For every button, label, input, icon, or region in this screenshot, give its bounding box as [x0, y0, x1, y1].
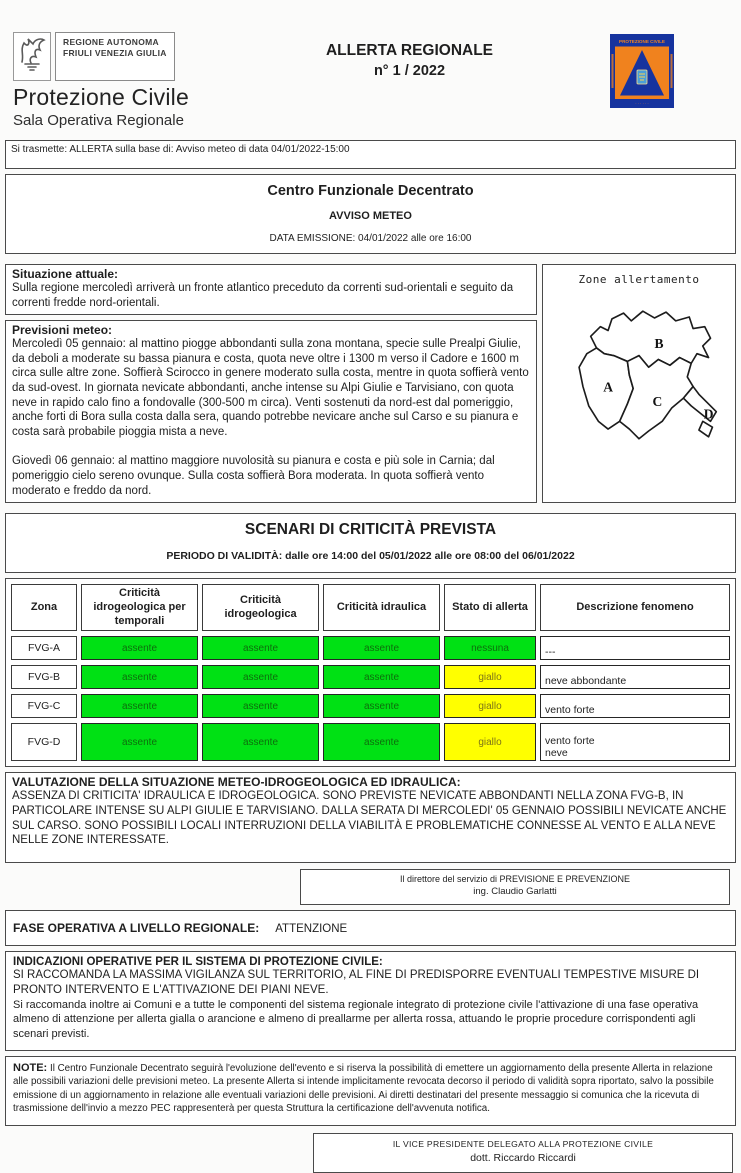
- criticita-cell: assente: [81, 665, 198, 689]
- table-row-fvg-d: [11, 723, 730, 761]
- firma-name: dott. Riccardo Riccardi: [470, 1152, 576, 1165]
- zona-cell: FVG-C: [11, 694, 77, 718]
- situazione-text: Sulla regione mercoledì arriverà un fronte atlantico preceduto da correnti sud-orientali e seguito da correnti fredde nord-orientali.: [12, 282, 514, 309]
- scenari-box: [5, 513, 736, 573]
- scenari-title: SCENARI DI CRITICITÀ PREVISTA: [244, 521, 497, 539]
- previsioni-box: [5, 320, 537, 503]
- situazione-box: [5, 264, 537, 315]
- periodo-validita: PERIODO DI VALIDITÀ: dalle ore 14:00 del 05/01/2022 alle ore 08:00 del 06/01/2022: [166, 550, 575, 563]
- previsioni-paragraph-2: Giovedì 06 gennaio: al mattino maggiore nuvolosità su pianura e costa e più sole in Carnia; dal pomeriggio cielo sereno ovunque. Sulla costa soffierà Bora moderata. In quota soffierà vento moderato e freddo da nord.: [12, 455, 495, 497]
- situazione-label: Situazione attuale:: [12, 267, 119, 281]
- column-header-criticita-idraulica: Criticità idraulica: [323, 584, 440, 631]
- fase-operativa-label: FASE OPERATIVA A LIVELLO REGIONALE:: [13, 920, 260, 935]
- table-row-fvg-b: [11, 665, 730, 689]
- zone-label-c: C: [652, 393, 663, 409]
- agency-logo-block: [13, 32, 209, 129]
- column-header-criticita-temporali: Criticità idrogeologica per temporali: [81, 584, 198, 631]
- stato-allerta-cell: nessuna: [444, 636, 536, 660]
- criticita-cell: assente: [323, 723, 440, 761]
- direttore-box: [300, 869, 730, 905]
- criticita-table: [7, 579, 734, 766]
- indicazioni-box: [5, 951, 736, 1051]
- column-header-descrizione: Descrizione fenomeno: [540, 584, 730, 631]
- valutazione-label: VALUTAZIONE DELLA SITUAZIONE METEO-IDROGEOLOGICA ED IDRAULICA:: [12, 775, 461, 790]
- centro-title: Centro Funzionale Decentrato: [267, 183, 474, 199]
- agency-title: Protezione Civile: [13, 84, 189, 110]
- alert-number: n° 1 / 2022: [373, 63, 446, 79]
- indicazioni-text-upper: SI RACCOMANDA LA MASSIMA VIGILANZA SUL TERRITORIO, AL FINE DI PREDISPORRE EVENTUALI TEMPESTIVE MISURE DI PRONTO INTERVENTO E L'ATTIVAZIONE DEI PIANI NEVE.: [13, 968, 700, 996]
- criticita-cell: assente: [202, 665, 319, 689]
- stato-allerta-cell: giallo: [444, 723, 536, 761]
- column-header-stato-allerta: Stato di allerta: [444, 584, 536, 631]
- zona-cell: FVG-D: [11, 723, 77, 761]
- table-row-fvg-c: [11, 694, 730, 718]
- stato-allerta-cell: giallo: [444, 694, 536, 718]
- zone-label-b: B: [654, 335, 664, 351]
- fase-operativa-value: ATTENZIONE: [275, 922, 348, 935]
- criticita-cell: assente: [323, 694, 440, 718]
- zone-allertamento-title: Zone allertamento: [578, 273, 700, 286]
- zone-label-d: D: [703, 406, 714, 422]
- data-emissione: DATA EMISSIONE: 04/01/2022 alle ore 16:00: [269, 233, 472, 244]
- firma-box: [313, 1133, 733, 1173]
- descrizione-cell: neve abbondante: [540, 665, 730, 689]
- region-name-box: [55, 32, 175, 81]
- svg-text:· · · · · ·: · · · · · ·: [635, 101, 649, 106]
- criticita-cell: assente: [81, 694, 198, 718]
- previsioni-paragraph-1: Mercoledì 05 gennaio: al mattino piogge abbondanti sulla zona montana, specie sulle Prealpi Giulie, da deboli a moderate su bassa pianura e costa, quota neve oltre i 1300 m verso il Cadore e 1600 m circa sulle altre zone. Soffierà Scirocco in genere moderato sulla costa, mentre in quota soffierà vento da sud-ovest. In giornata nevicate abbondanti, anche intense su Alpi Giulie e Tarvisiano, con quota neve in rapido calo fino a fondovalle (300-500 m circa). Venti sostenuti da nord-est dal pomeriggio, anche forti di Bora sulla costa dalla sera, quando potrebbe nevicare anche sul Carso e su pianura e costa sarà probabile pioggia mista a neve.: [12, 338, 529, 438]
- region-name-line1: REGIONE AUTONOMA: [63, 37, 159, 47]
- criticita-table-wrapper: [5, 578, 736, 767]
- note-text: Il Centro Funzionale Decentrato seguirà l'evoluzione dell'evento e si riserva la possibilità di emettere un aggiornamento della presente Allerta in relazione alle possibili variazioni delle previsioni meteo. La presente Allerta si intende implicitamente revocata decorso il periodo di validità sopra riportato, salvo la possibile emissione di un aggiornamento in relazione alle eventuali variazioni delle previsioni. Ai diretti destinatari del presente messaggio si comunica che la ricevuta di trasmissione dell'invio a mezzo PEC rappresenterà per questa Struttura la certificazione dell'avvenuta notifica.: [13, 1062, 714, 1115]
- centro-funzionale-box: [5, 174, 736, 254]
- protezione-civile-badge-icon: [610, 34, 674, 113]
- firma-role: IL VICE PRESIDENTE DELEGATO ALLA PROTEZIONE CIVILE: [392, 1139, 654, 1150]
- criticita-cell: assente: [81, 723, 198, 761]
- valutazione-box: [5, 772, 736, 862]
- zona-cell: FVG-A: [11, 636, 77, 660]
- transmission-box: [5, 140, 736, 169]
- indicazioni-text-lower: Si raccomanda inoltre ai Comuni e a tutte le componenti del sistema regionale integrato di protezione civile l'attivazione di una fase operativa almeno di attenzione per allerta gialla o arancione e almeno di preallarme per allerta rossa, attuando le proprie procedure corrispondenti agli scenari previsti.: [13, 998, 699, 1040]
- column-header-criticita-idrogeologica: Criticità idrogeologica: [202, 584, 319, 631]
- descrizione-cell: vento forte: [540, 694, 730, 718]
- criticita-cell: assente: [202, 694, 319, 718]
- criticita-cell: assente: [323, 665, 440, 689]
- direttore-name: ing. Claudio Garlatti: [473, 885, 557, 897]
- direttore-role: Il direttore del servizio di PREVISIONE E PREVENZIONE: [399, 873, 631, 884]
- valutazione-text: ASSENZA DI CRITICITA' IDRAULICA E IDROGEOLOGICA. SONO PREVISTE NEVICATE ABBONDANTI NELLA ZONA FVG-B, IN PARTICOLARE INTENSE SU ALPI GIULIE E TARVISIANO. DALLA SERATA DI MERCOLEDI' 05 GENNAIO POSSIBILI NEVICATE ANCHE SUL CARSO. SONO POSSIBILI LOCALI INTERRUZIONI DELLA VIABILITÀ E PROBLEMATICHE CONNESSE AL VENTO E ALLA NEVE NELLE ZONE INTERESSATE.: [12, 790, 727, 847]
- criticita-cell: assente: [202, 636, 319, 660]
- zona-cell: FVG-B: [11, 665, 77, 689]
- zone-label-a: A: [603, 379, 614, 395]
- region-name-line2: FRIULI VENEZIA GIULIA: [63, 48, 167, 59]
- transmission-text: Si trasmette: ALLERTA sulla base di: Avviso meteo di data 04/01/2022-15:00: [11, 144, 350, 155]
- criticita-cell: assente: [323, 636, 440, 660]
- criticita-cell: assente: [81, 636, 198, 660]
- stato-allerta-cell: giallo: [444, 665, 536, 689]
- region-eagle-icon: [13, 32, 51, 81]
- column-header-zona: Zona: [11, 584, 77, 631]
- descrizione-cell: vento forte neve: [540, 723, 730, 761]
- criticita-cell: assente: [202, 723, 319, 761]
- note-box: [5, 1056, 736, 1127]
- alert-title: ALLERTA REGIONALE: [325, 42, 494, 59]
- indicazioni-label: INDICAZIONI OPERATIVE PER IL SISTEMA DI PROTEZIONE CIVILE:: [13, 955, 383, 968]
- agency-subtitle: Sala Operativa Regionale: [13, 112, 184, 129]
- previsioni-label: Previsioni meteo:: [12, 323, 113, 338]
- badge-top-text: PROTEZIONE CIVILE: [619, 39, 665, 44]
- document-header: [5, 30, 736, 135]
- fase-operativa-box: [5, 910, 736, 946]
- table-header-row: [11, 584, 730, 631]
- avviso-meteo-label: AVVISO METEO: [329, 210, 412, 222]
- fvg-zones-map: [549, 288, 729, 460]
- note-label: NOTE:: [13, 1061, 48, 1074]
- table-row-fvg-a: [11, 636, 730, 660]
- descrizione-cell: ---: [540, 636, 730, 660]
- zone-allertamento-box: [542, 264, 736, 503]
